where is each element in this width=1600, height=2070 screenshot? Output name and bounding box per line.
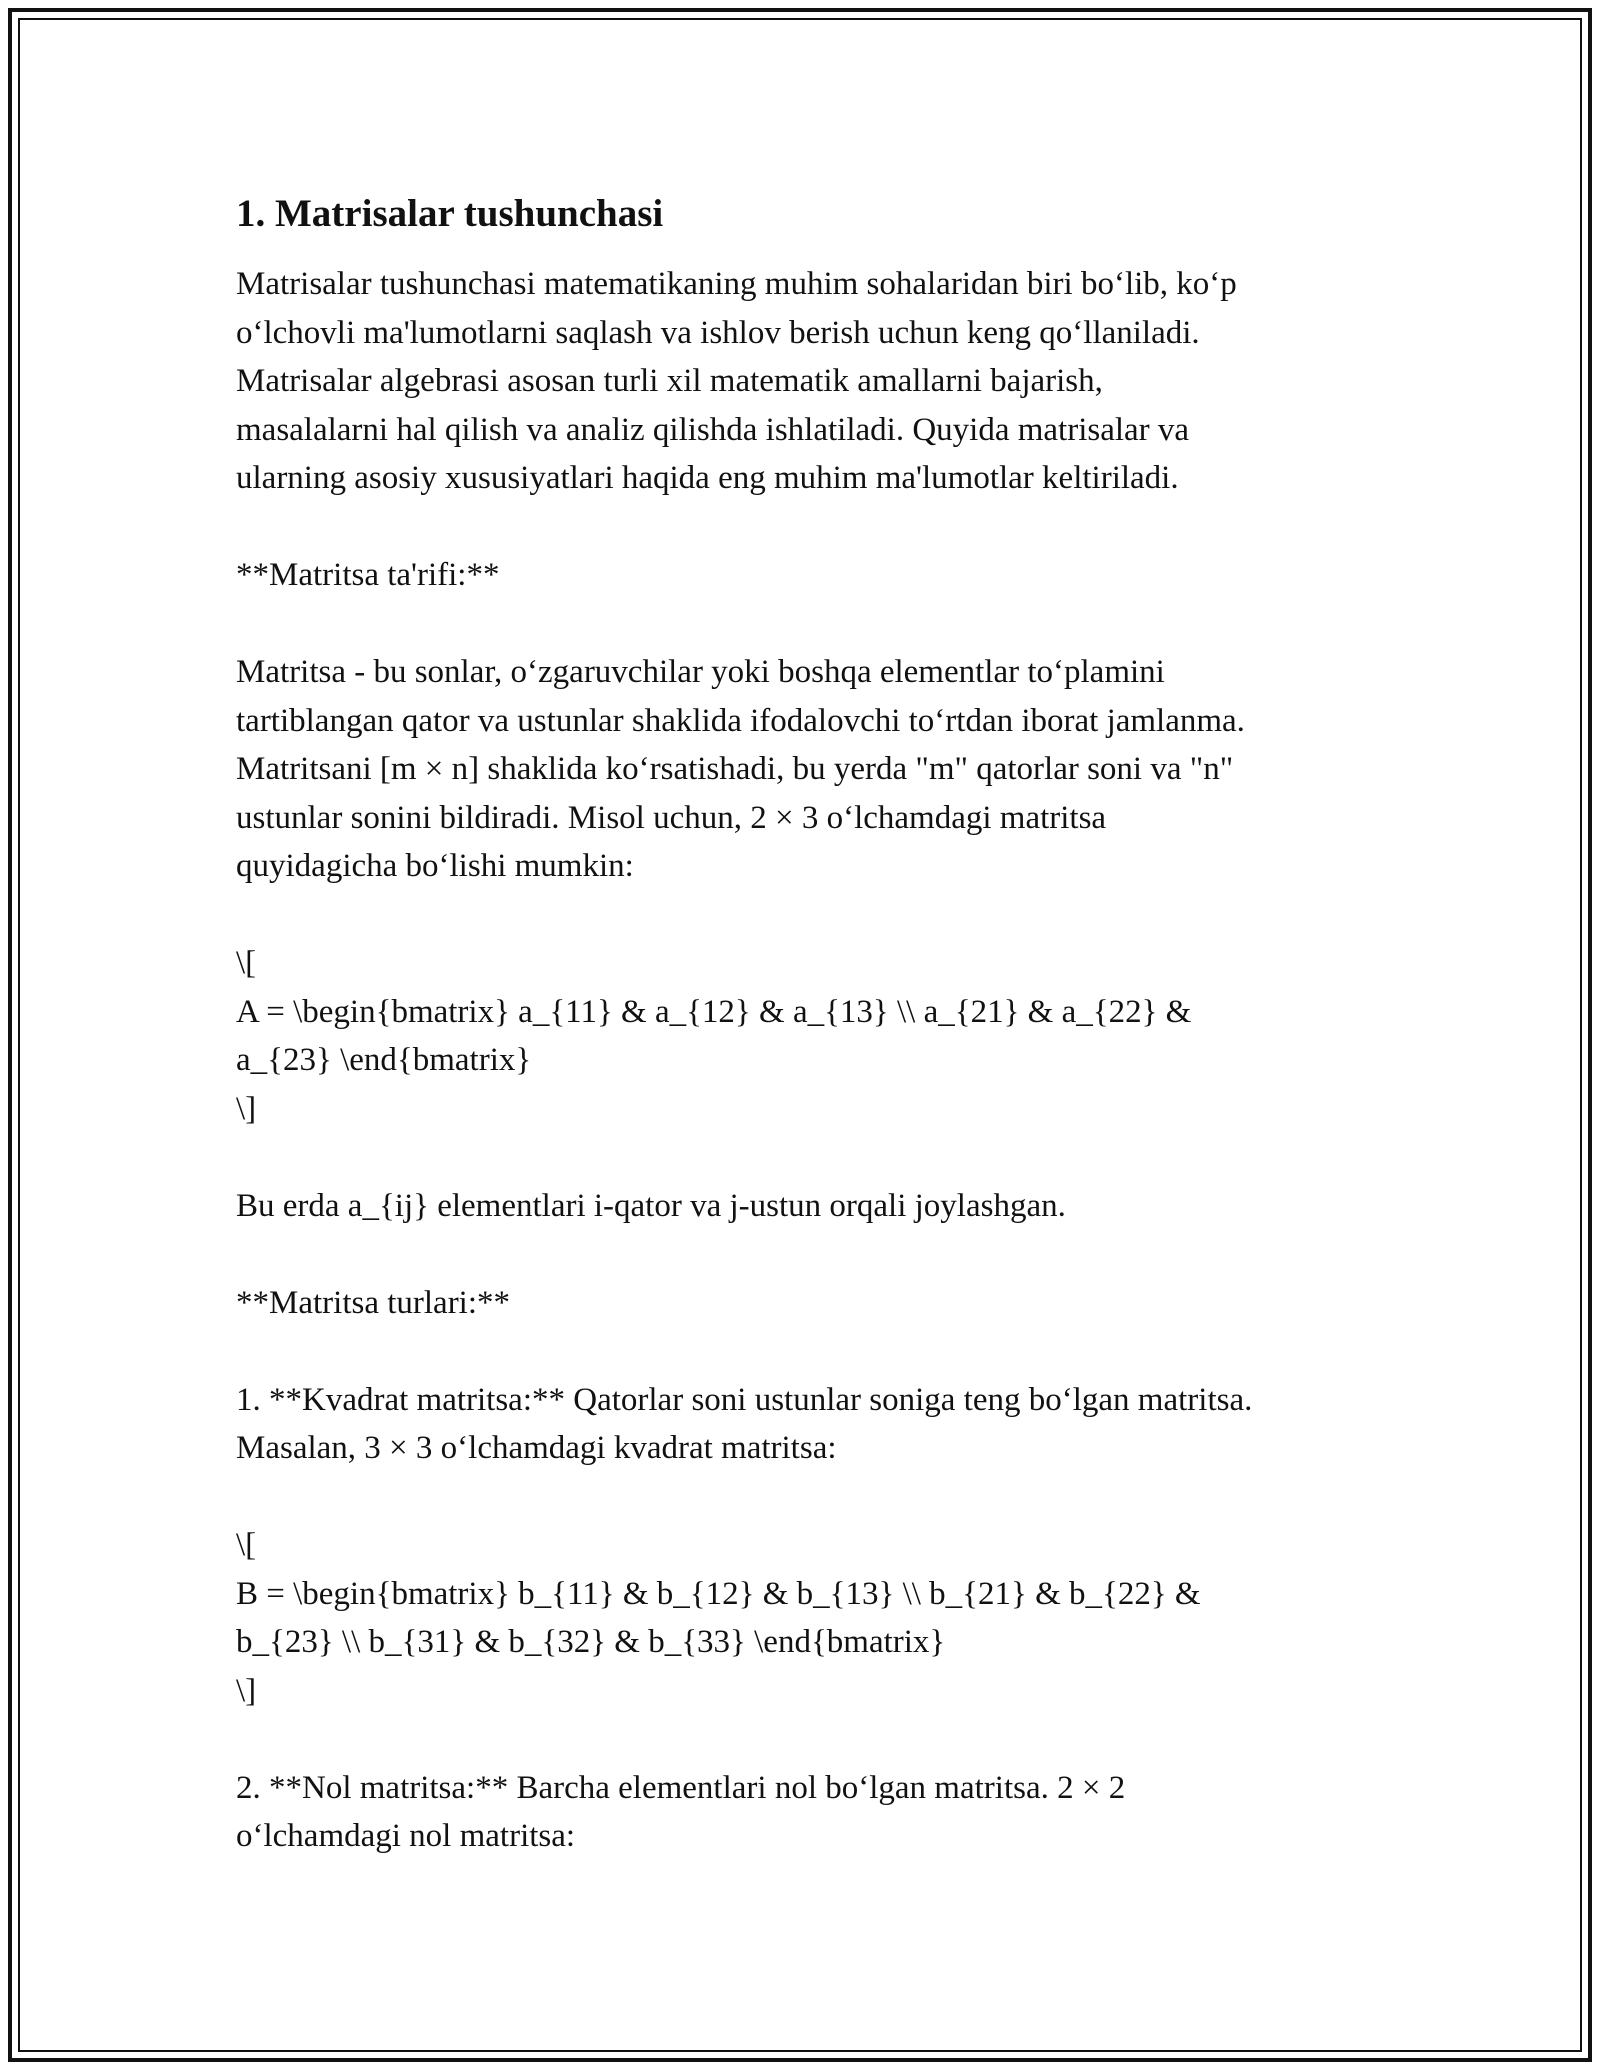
matrix-b-formula: \[ B = \begin{bmatrix} b_{11} & b_{12} & b_{13} \\ b_{21} & b_{22} & b_{23} \\ b_{31} & b_{32} & b_{33} \end{bmatrix} \]: [236, 1527, 1201, 1709]
types-label: **Matritsa turlari:**: [236, 1284, 511, 1321]
paragraph-spacer: [236, 1473, 1376, 1522]
paragraph-spacer: [236, 1327, 1376, 1376]
document-body: [236, 186, 1376, 1861]
paragraph-spacer: [236, 1715, 1376, 1764]
element-note-paragraph: Bu erda a_{ij} elementlari i-qator va j-ustun orqali joylashgan.: [236, 1187, 1066, 1224]
section-heading: 1. Matrisalar tushunchasi: [236, 192, 664, 235]
paragraph-spacer: [236, 503, 1376, 552]
paragraph-spacer: [236, 1133, 1376, 1182]
definition-label: **Matritsa ta'rifi:**: [236, 557, 500, 593]
paragraph-spacer: [236, 600, 1376, 649]
definition-paragraph: Matritsa - bu sonlar, o‘zgaruvchilar yoki boshqa elementlar to‘plamini tartiblangan qator va ustunlar shaklida ifodalovchi to‘rtdan iborat jamlanma. Matritsani [m × n] shaklida ko‘rsatishadi, bu yerda "m" qatorlar soni va "n" ustunlar sonini bildiradi. Misol uchun, 2 × 3 o‘lchamdagi matritsa quyidagicha bo‘lishi mumkin:: [236, 654, 1245, 884]
square-matrix-item: 1. **Kvadrat matritsa:** Qatorlar soni ustunlar soniga teng bo‘lgan matritsa. Masalan, 3 × 3 o‘lchamdagi kvadrat matritsa:: [236, 1381, 1253, 1466]
paragraph-spacer: [236, 891, 1376, 940]
zero-matrix-item: 2. **Nol matritsa:** Barcha elementlari nol bo‘lgan matritsa. 2 × 2 o‘lchamdagi nol matritsa:: [236, 1769, 1126, 1854]
paragraph-spacer: [236, 1230, 1376, 1279]
intro-paragraph: Matrisalar tushunchasi matematikaning muhim sohalaridan biri bo‘lib, ko‘p o‘lchovli ma'lumotlarni saqlash va ishlov berish uchun keng qo‘llaniladi. Matrisalar algebrasi asosan turli xil matematik amallarni bajarish, masalalarni hal qilish va analiz qilishda ishlatiladi. Quyida matrisalar va ularning asosiy xususiyatlari haqida eng muhim ma'lumotlar keltiriladi.: [236, 266, 1237, 496]
matrix-a-formula: \[ A = \begin{bmatrix} a_{11} & a_{12} & a_{13} \\ a_{21} & a_{22} & a_{23} \end{bmatrix} \]: [236, 945, 1192, 1127]
